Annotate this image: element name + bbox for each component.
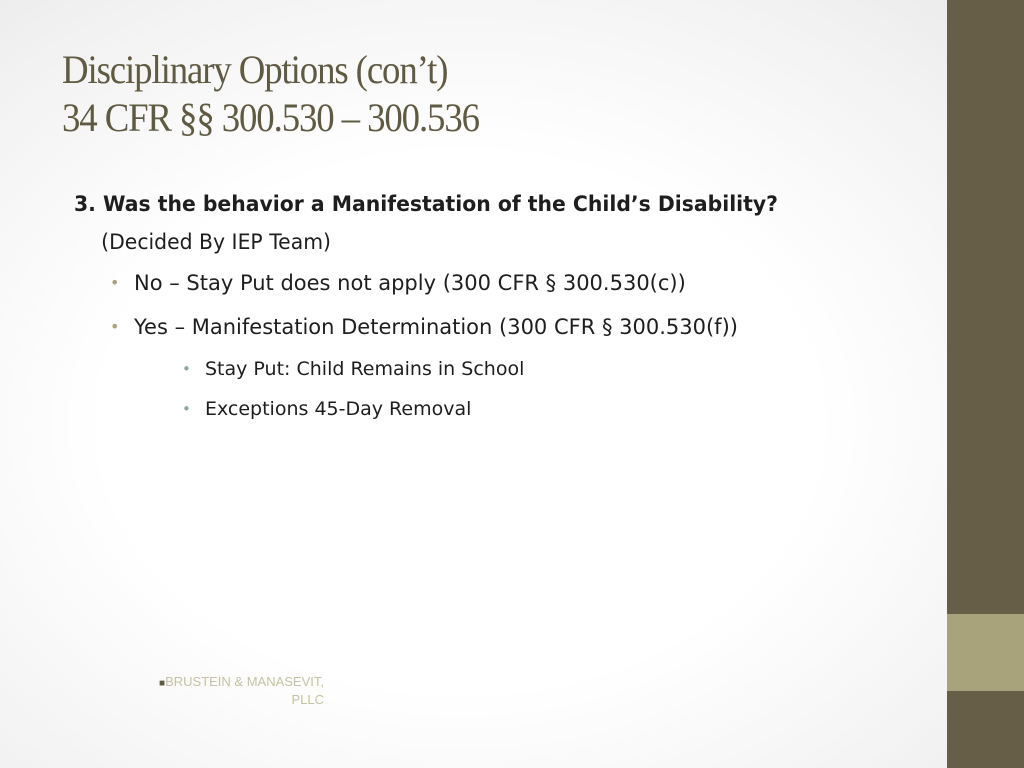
footer-line-2: PLLC	[291, 692, 324, 707]
footer-square-icon: ■	[159, 678, 166, 689]
subbullet-item-exceptions	[74, 389, 934, 429]
subbullet-item-stay-put	[74, 349, 934, 389]
bullet-item-no	[74, 261, 934, 305]
subbullet-text: Exceptions 45-Day Removal	[205, 398, 472, 420]
footer-line-1: BRUSTEIN & MANASEVIT,	[165, 674, 324, 689]
bullet-item-yes	[74, 305, 934, 349]
question-text: 3. Was the behavior a Manifestation of the Child’s Disability?	[74, 192, 778, 216]
bullet-icon: •	[182, 360, 191, 378]
question	[74, 185, 908, 261]
slide-title	[62, 46, 853, 142]
bullet-icon: •	[110, 317, 120, 336]
title-line-1: Disciplinary Options (con’t)	[62, 47, 448, 92]
question-subtext: (Decided By IEP Team)	[101, 230, 331, 254]
sidebar-band	[947, 0, 1024, 768]
bullet-icon: •	[110, 273, 120, 292]
subbullet-text: Stay Put: Child Remains in School	[205, 358, 525, 380]
footer	[104, 674, 324, 708]
title-line-2: 34 CFR §§ 300.530 – 300.536	[62, 95, 479, 140]
bullet-icon: •	[182, 400, 191, 418]
bullet-text: Yes – Manifestation Determination (300 CFR § 300.530(f))	[134, 315, 738, 339]
bullet-text: No – Stay Put does not apply (300 CFR § 300.530(c))	[134, 271, 686, 295]
sidebar-accent-block	[947, 614, 1024, 691]
slide-body	[74, 185, 934, 429]
